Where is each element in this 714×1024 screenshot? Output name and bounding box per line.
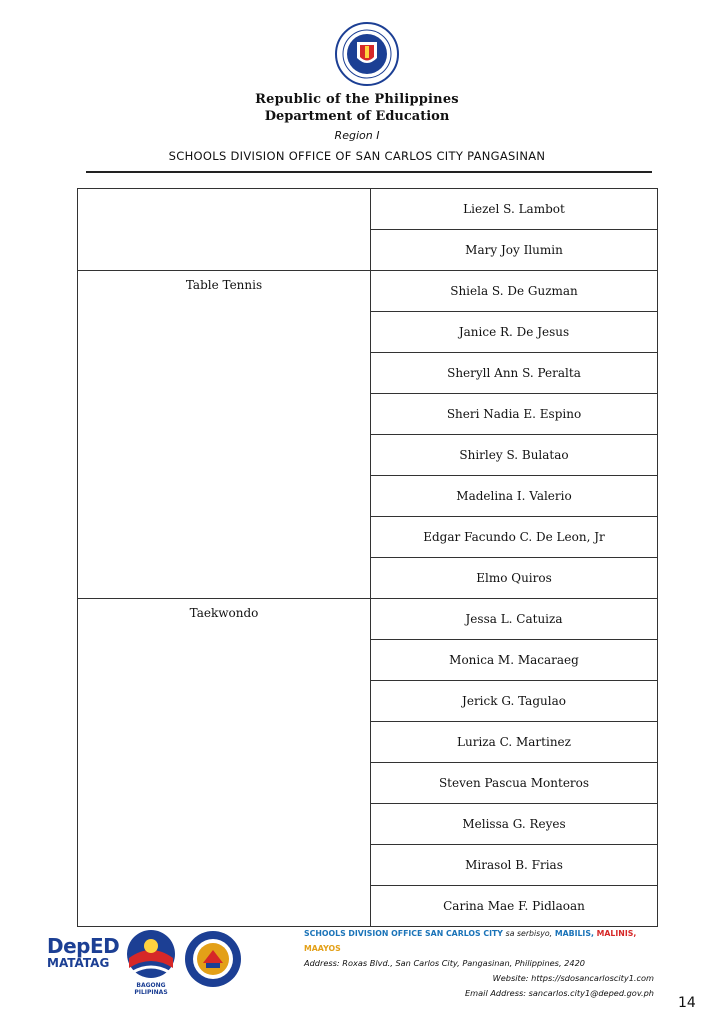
participant-name: Jessa L. Catuiza	[371, 599, 658, 640]
table-row	[78, 599, 658, 640]
roster-table	[77, 188, 658, 927]
footer-office-name: SCHOOLS DIVISION OFFICE SAN CARLOS CITY	[304, 929, 503, 938]
participant-name: Jerick G. Tagulao	[371, 681, 658, 722]
participant-name: Shiela S. De Guzman	[371, 271, 658, 312]
footer-address: Address: Roxas Blvd., San Carlos City, Pangasinan, Philippines, 2420	[304, 958, 585, 968]
motto-maayos: MAAYOS	[304, 944, 341, 953]
header-divider	[86, 171, 652, 173]
footer-contact	[304, 926, 664, 1001]
participant-name: Luriza C. Martinez	[371, 722, 658, 763]
footer-tagline: sa serbisyo,	[505, 929, 553, 938]
matatag-logo-text: MATATAG	[47, 956, 110, 970]
footer-office-line	[304, 926, 664, 956]
republic-title: Republic of the Philippines	[255, 92, 459, 107]
sport-cell	[78, 189, 371, 271]
deped-logo-text: DepED	[47, 934, 120, 958]
footer-email: Email Address: sancarlos.city1@deped.gov.ph	[465, 988, 654, 998]
participant-name: Mary Joy Ilumin	[371, 230, 658, 271]
participant-name: Liezel S. Lambot	[371, 189, 658, 230]
table-row	[78, 271, 658, 312]
participant-name: Steven Pascua Monteros	[371, 763, 658, 804]
department-title: Department of Education	[264, 109, 450, 124]
sdo-seal-icon	[184, 930, 242, 988]
participant-name: Madelina I. Valerio	[371, 476, 658, 517]
bagong-pilipinas-text: BAGONG PILIPINAS	[134, 982, 168, 996]
participant-name: Edgar Facundo C. De Leon, Jr	[371, 517, 658, 558]
participant-name: Shirley S. Bulatao	[371, 435, 658, 476]
participant-name: Melissa G. Reyes	[371, 804, 658, 845]
office-title: SCHOOLS DIVISION OFFICE OF SAN CARLOS CITY PANGASINAN	[168, 149, 546, 163]
table-row	[78, 189, 658, 230]
motto-malinis: MALINIS,	[596, 929, 637, 938]
sport-cell: Table Tennis	[78, 271, 371, 599]
participant-name: Elmo Quiros	[371, 558, 658, 599]
bagong-pilipinas-icon	[125, 928, 177, 980]
motto-mabilis: MABILIS,	[554, 929, 594, 938]
participant-name: Sheryll Ann S. Peralta	[371, 353, 658, 394]
deped-seal-logo	[335, 22, 399, 86]
region-label: Region I	[334, 129, 380, 142]
participant-name: Sheri Nadia E. Espino	[371, 394, 658, 435]
page-number: 14	[678, 995, 696, 1011]
participant-name: Janice R. De Jesus	[371, 312, 658, 353]
sport-cell: Taekwondo	[78, 599, 371, 927]
participant-name: Mirasol B. Frias	[371, 845, 658, 886]
footer-website: Website: https://sdosancarloscity1.com	[492, 973, 654, 983]
deped-matatag-logo	[47, 934, 120, 970]
participant-name: Carina Mae F. Pidlaoan	[371, 886, 658, 927]
participant-name: Monica M. Macaraeg	[371, 640, 658, 681]
